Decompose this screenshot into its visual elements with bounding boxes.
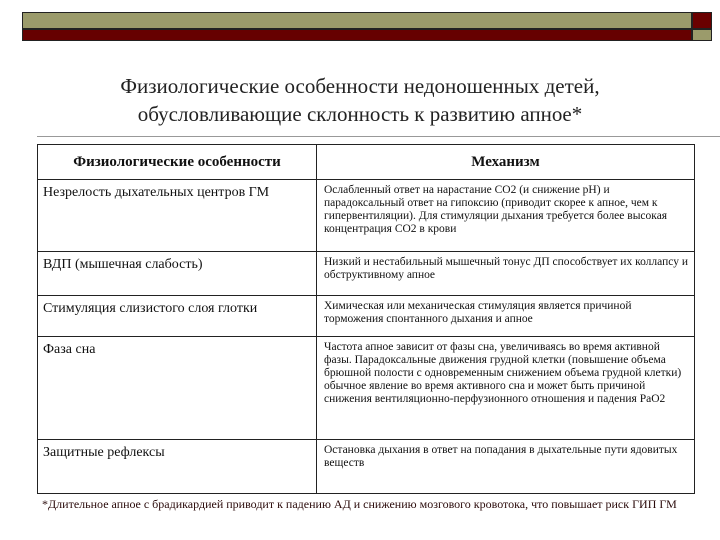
- corner-square-maroon: [692, 12, 712, 29]
- footnote: *Длительное апноe с брадикардией приводит к падению АД и снижению мозгового кровотока, что повышает риск ГИП ГМ: [42, 497, 677, 511]
- table-row: [38, 252, 695, 296]
- mechanism-cell: Химическая или механическая стимуляция является причиной торможения спонтанного дыхания и апноe: [317, 296, 695, 337]
- feature-cell: Фаза сна: [38, 337, 317, 440]
- features-table: [37, 144, 695, 494]
- header-bar-olive: [22, 12, 692, 29]
- table-header-row: [38, 145, 695, 180]
- feature-cell: Незрелость дыхательных центров ГМ: [38, 180, 317, 252]
- table-row: [38, 440, 695, 494]
- mechanism-cell: Низкий и нестабильный мышечный тонус ДП способствует их коллапсу и обструктивному апноe: [317, 252, 695, 296]
- mechanism-cell: Остановка дыхания в ответ на попадания в дыхательные пути ядовитых веществ: [317, 440, 695, 494]
- mechanism-cell: Ослабленный ответ на нарастание CO2 (и снижение pH) и парадоксальный ответ на гипоксию (приводит скорее к апноe, чем к гипервентиляции). Для стимуляции дыхания требуется более высокая концентрация CO2 в крови: [317, 180, 695, 252]
- title-divider: [37, 136, 720, 137]
- table-row: [38, 337, 695, 440]
- header-bar-maroon: [22, 29, 692, 41]
- feature-cell: Стимуляция слизистого слоя глотки: [38, 296, 317, 337]
- mechanism-cell: Частота апноe зависит от фазы сна, увеличиваясь во время активной фазы. Парадоксальные движения грудной клетки (повышение объема брюшной полости с одновременным снижением объема грудной клетки) обычное явление во время активного сна и может быть причиной снижения вентиляционно-перфузионного отношения и падения PaO2: [317, 337, 695, 440]
- table-row: [38, 296, 695, 337]
- feature-cell: Защитные рефлексы: [38, 440, 317, 494]
- header-mechanism: Механизм: [317, 145, 695, 180]
- slide-title: Физиологические особенности недоношенных детей, обусловливающие склонность к развитию апноe*: [120, 74, 600, 126]
- corner-square-olive: [692, 29, 712, 41]
- table-row: [38, 180, 695, 252]
- feature-cell: ВДП (мышечная слабость): [38, 252, 317, 296]
- header-features: Физиологические особенности: [38, 145, 317, 180]
